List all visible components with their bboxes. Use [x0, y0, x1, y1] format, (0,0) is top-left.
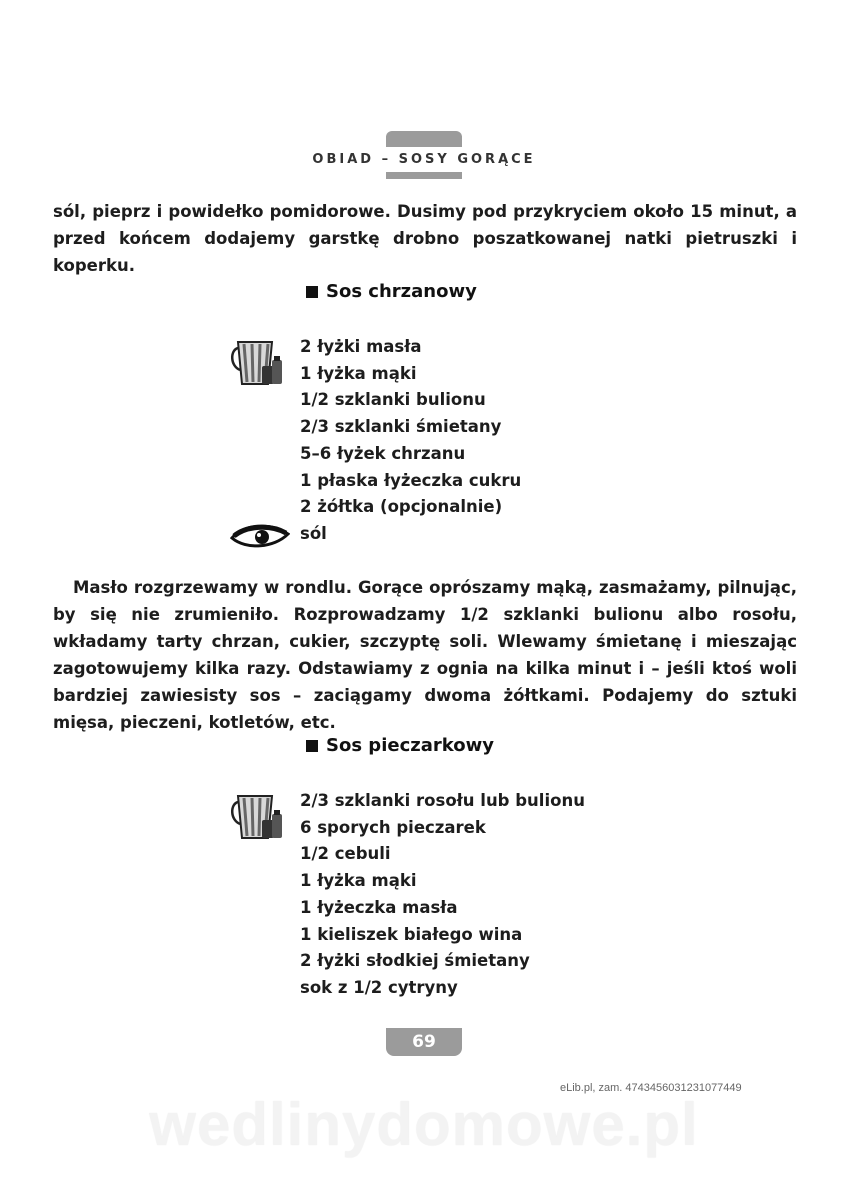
list-item: 1 łyżka mąki: [300, 363, 417, 383]
square-bullet-icon: [306, 740, 318, 752]
list-item: 6 sporych pieczarek: [300, 817, 486, 837]
list-item: 1 płaska łyżeczka cukru: [300, 470, 522, 490]
recipe-heading-sos-pieczarkowy: [306, 735, 494, 756]
recipe-title: Sos chrzanowy: [326, 281, 477, 302]
list-item: 5–6 łyżek chrzanu: [300, 443, 466, 463]
recipe-title: Sos pieczarkowy: [326, 735, 494, 756]
list-item: 1 łyżka mąki: [300, 871, 417, 891]
list-item: sok z 1/2 cytryny: [300, 977, 458, 997]
list-item: sól: [300, 523, 327, 543]
ingredients-jug-icon: [228, 790, 288, 844]
running-header: OBIAD – SOSY GORĄCE: [312, 152, 536, 167]
ingredients-list-sos-pieczarkowy: [300, 788, 585, 1002]
list-item: 2 łyżki masła: [300, 337, 422, 356]
list-item: 2 żółtka (opcjonalnie): [300, 497, 503, 517]
method-paragraph-sos-chrzanowy: Masło rozgrzewamy w rondlu. Gorące oprószamy mąką, zasmażamy, pilnując, by się nie zrumieniło. Rozprowadzamy 1/2 szklanki bulionu albo rosołu, wkładamy tarty chrzan, cukier, szczyptę soli. Wlewamy śmietanę i mieszając zagotowujemy kilka razy. Odstawiamy z ognia na kilka minut i – jeśli ktoś woli bardziej zawiesisty sos – zaciągamy dwoma żółtkami. Podajemy do sztuki mięsa, pieczeni, kotletów, etc.: [53, 578, 797, 732]
list-item: 2/3 szklanki rosołu lub bulionu: [300, 791, 585, 810]
square-bullet-icon: [306, 286, 318, 298]
header-tab: [386, 131, 462, 147]
page-number: 69: [386, 1028, 462, 1056]
watermark: wedlinydomowe.pl: [149, 1091, 699, 1158]
ingredients-list-sos-chrzanowy: [300, 334, 521, 548]
eye-icon: [230, 522, 290, 550]
header-rule: [386, 172, 462, 179]
list-item: 1 kieliszek białego wina: [300, 924, 523, 944]
elib-order-note: eLib.pl, zam. 4743456031231077449: [560, 1082, 742, 1094]
list-item: 1 łyżeczka masła: [300, 897, 458, 917]
intro-paragraph: sól, pieprz i powidełko pomidorowe. Dusimy pod przykryciem około 15 minut, a przed końcem dodajemy garstkę drobno poszatkowanej natki pietruszki i koperku.: [53, 202, 797, 275]
list-item: 2 łyżki słodkiej śmietany: [300, 951, 530, 971]
list-item: 1/2 cebuli: [300, 844, 391, 864]
list-item: 1/2 szklanki bulionu: [300, 390, 486, 410]
list-item: 2/3 szklanki śmietany: [300, 417, 502, 437]
recipe-heading-sos-chrzanowy: [306, 281, 477, 302]
ingredients-jug-icon: [228, 336, 288, 390]
